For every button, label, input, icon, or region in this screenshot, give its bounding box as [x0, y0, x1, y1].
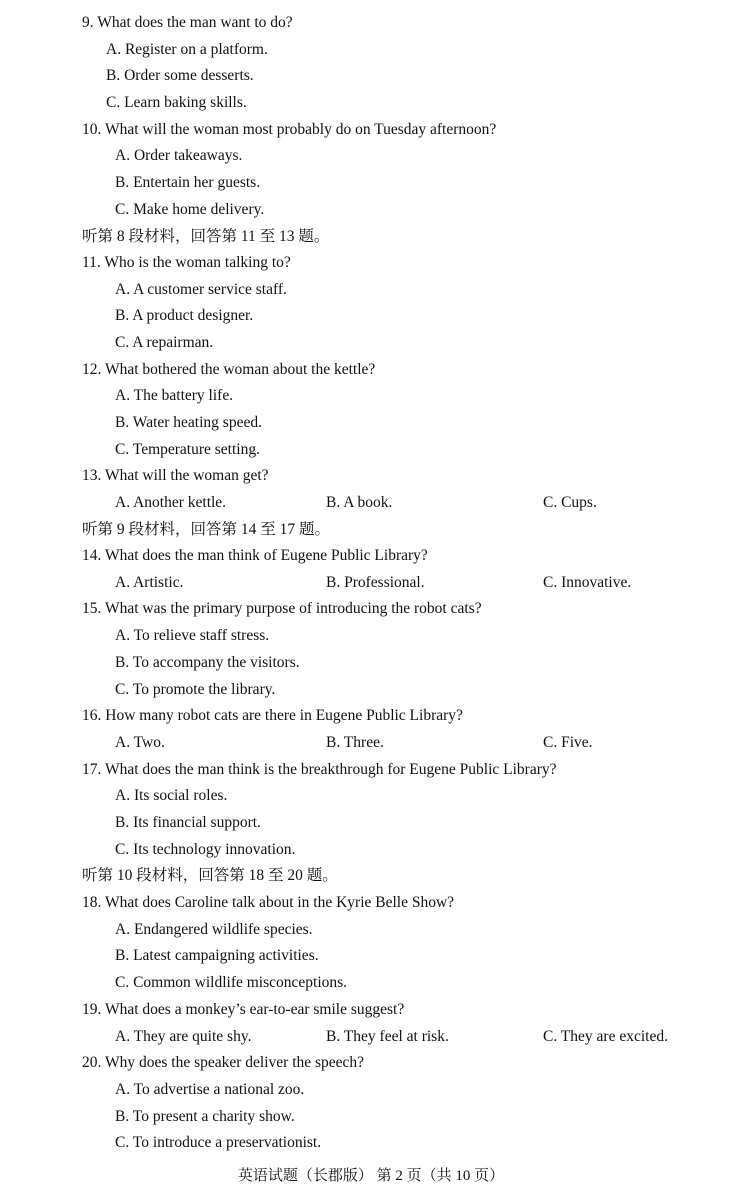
- question-16-options: [115, 733, 715, 753]
- question-19-option-c: C. They are excited.: [543, 1028, 668, 1045]
- question-10-option-c: C. Make home delivery.: [115, 201, 265, 218]
- question-15-option-c: C. To promote the library.: [115, 681, 276, 698]
- question-18-option-a: A. Endangered wildlife species.: [115, 921, 313, 938]
- section-heading-8: 听第 8 段材料，回答第 11 至 13 题。: [82, 228, 330, 245]
- question-10-option-a: A. Order takeaways.: [115, 147, 243, 164]
- section-heading-9: 听第 9 段材料，回答第 14 至 17 题。: [82, 521, 331, 538]
- section-heading-10: 听第 10 段材料，回答第 18 至 20 题。: [82, 867, 338, 884]
- question-15-option-b: B. To accompany the visitors.: [115, 654, 300, 671]
- question-12-option-a: A. The battery life.: [115, 387, 234, 404]
- question-10-stem: 10. What will the woman most probably do on Tuesday afternoon?: [82, 121, 497, 138]
- question-15-stem: 15. What was the primary purpose of introducing the robot cats?: [82, 600, 482, 617]
- question-18-option-c: C. Common wildlife misconceptions.: [115, 974, 348, 991]
- question-18-stem: 18. What does Caroline talk about in the Kyrie Belle Show?: [82, 894, 455, 911]
- question-19-options: [115, 1027, 715, 1047]
- question-19-option-a: A. They are quite shy.: [115, 1028, 252, 1045]
- question-13-option-a: A. Another kettle.: [115, 494, 227, 511]
- question-9-option-b: B. Order some desserts.: [106, 67, 254, 84]
- question-13-option-b: B. A book.: [326, 494, 393, 511]
- question-11-option-a: A. A customer service staff.: [115, 281, 287, 298]
- question-16-option-c: C. Five.: [543, 734, 593, 751]
- question-11-option-b: B. A product designer.: [115, 307, 254, 324]
- question-14-option-b: B. Professional.: [326, 574, 425, 591]
- question-20-option-a: A. To advertise a national zoo.: [115, 1081, 305, 1098]
- question-13-options: [115, 493, 715, 513]
- question-14-stem: 14. What does the man think of Eugene Public Library?: [82, 547, 428, 564]
- question-16-option-a: A. Two.: [115, 734, 165, 751]
- question-12-option-c: C. Temperature setting.: [115, 441, 260, 458]
- question-17-option-a: A. Its social roles.: [115, 787, 228, 804]
- question-13-option-c: C. Cups.: [543, 494, 597, 511]
- question-11-option-c: C. A repairman.: [115, 334, 214, 351]
- question-13-stem: 13. What will the woman get?: [82, 467, 269, 484]
- question-12-option-b: B. Water heating speed.: [115, 414, 262, 431]
- question-9-option-c: C. Learn baking skills.: [106, 94, 247, 111]
- question-14-options: [115, 573, 715, 593]
- question-20-stem: 20. Why does the speaker deliver the speech?: [82, 1054, 365, 1071]
- question-20-option-b: B. To present a charity show.: [115, 1108, 295, 1125]
- question-19-option-b: B. They feel at risk.: [326, 1028, 449, 1045]
- question-19-stem: 19. What does a monkey’s ear-to-ear smile suggest?: [82, 1001, 405, 1018]
- question-12-stem: 12. What bothered the woman about the kettle?: [82, 361, 376, 378]
- question-14-option-c: C. Innovative.: [543, 574, 632, 591]
- question-18-option-b: B. Latest campaigning activities.: [115, 947, 319, 964]
- question-17-option-b: B. Its financial support.: [115, 814, 261, 831]
- question-11-stem: 11. Who is the woman talking to?: [82, 254, 291, 271]
- question-17-option-c: C. Its technology innovation.: [115, 841, 296, 858]
- question-20-option-c: C. To introduce a preservationist.: [115, 1134, 322, 1151]
- question-10-option-b: B. Entertain her guests.: [115, 174, 261, 191]
- question-16-option-b: B. Three.: [326, 734, 384, 751]
- question-15-option-a: A. To relieve staff stress.: [115, 627, 270, 644]
- question-9-option-a: A. Register on a platform.: [106, 41, 268, 58]
- question-9-stem: 9. What does the man want to do?: [82, 14, 293, 31]
- question-14-option-a: A. Artistic.: [115, 574, 184, 591]
- page-footer: 英语试题（长郡版） 第 2 页（共 10 页）: [237, 1168, 505, 1184]
- question-17-stem: 17. What does the man think is the breakthrough for Eugene Public Library?: [82, 761, 557, 778]
- question-16-stem: 16. How many robot cats are there in Eugene Public Library?: [82, 707, 463, 724]
